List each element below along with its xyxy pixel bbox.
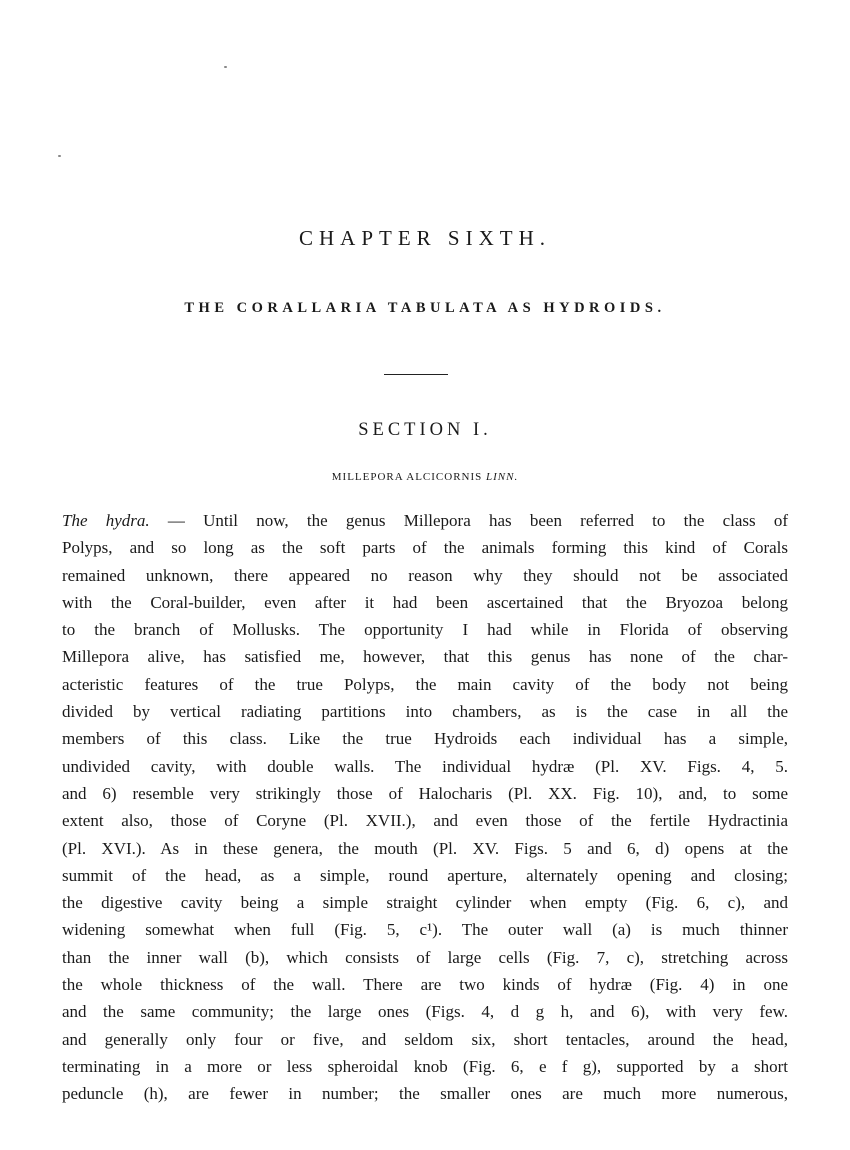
paragraph-line: Polyps, and so long as the soft parts of the animals forming this kind of Corals (62, 538, 788, 558)
divider-rule (384, 374, 448, 375)
paragraph-line: and the same community; the large ones (Figs. 4, d g h, and 6), with very few. (62, 1002, 788, 1022)
paragraph-line (62, 507, 788, 534)
paragraph-line: the whole thickness of the wall. There are two kinds of hydræ (Fig. 4) in one (62, 975, 788, 995)
paragraph-lead: The hydra. (62, 511, 150, 530)
paragraph-line: Millepora alive, has satisfied me, however, that this genus has none of the char- (62, 647, 788, 667)
paragraph-line: (Pl. XVI.). As in these genera, the mouth (Pl. XV. Figs. 5 and 6, d) opens at the (62, 838, 788, 858)
paragraph-line: the digestive cavity being a simple straight cylinder when empty (Fig. 6, c), and (62, 893, 788, 913)
species-authority: LINN. (486, 471, 519, 483)
paragraph-line: widening somewhat when full (Fig. 5, c¹). The outer wall (a) is much thinner (62, 920, 788, 940)
body-paragraph (62, 507, 788, 1108)
paragraph-line: divided by vertical radiating partitions into chambers, as is the case in all the (62, 702, 788, 722)
paragraph-line: acteristic features of the true Polyps, the main cavity of the body not being (62, 674, 788, 694)
paragraph-line: terminating in a more or less spheroidal knob (Fig. 6, e f g), supported by a short (62, 1056, 788, 1076)
paragraph-line: with the Coral-builder, even after it had been ascertained that the Bryozoa belong (62, 592, 788, 612)
chapter-subtitle: THE CORALLARIA TABULATA AS HYDROIDS. (184, 300, 666, 316)
print-speck (58, 155, 61, 157)
paragraph-line-text: — Until now, the genus Millepora has been referred to the class of (167, 511, 788, 530)
paragraph-line: remained unknown, there appeared no reason why they should not be associated (62, 565, 788, 585)
paragraph-line: than the inner wall (b), which consists of large cells (Fig. 7, c), stretching across (62, 947, 788, 967)
paragraph-line: to the branch of Mollusks. The opportunity I had while in Florida of observing (62, 620, 788, 640)
paragraph-line: members of this class. Like the true Hydroids each individual has a simple, (62, 729, 788, 749)
paragraph-line: and generally only four or five, and seldom six, short tentacles, around the head, (62, 1029, 788, 1049)
species-heading (0, 471, 850, 483)
chapter-title: CHAPTER SIXTH. (298, 226, 551, 250)
paragraph-line: summit of the head, as a simple, round aperture, alternately opening and closing; (62, 865, 788, 885)
paragraph-line: undivided cavity, with double walls. The individual hydræ (Pl. XV. Figs. 4, 5. (62, 756, 788, 776)
paragraph-line: peduncle (h), are fewer in number; the smaller ones are much more numerous, (62, 1084, 788, 1104)
paragraph-line: and 6) resemble very strikingly those of Halocharis (Pl. XX. Fig. 10), and, to some (62, 783, 788, 803)
species-name: MILLEPORA ALCICORNIS (331, 471, 483, 483)
print-speck (224, 66, 227, 68)
paragraph-line: extent also, those of Coryne (Pl. XVII.), and even those of the fertile Hydractinia (62, 811, 788, 831)
section-title: SECTION I. (358, 420, 492, 440)
